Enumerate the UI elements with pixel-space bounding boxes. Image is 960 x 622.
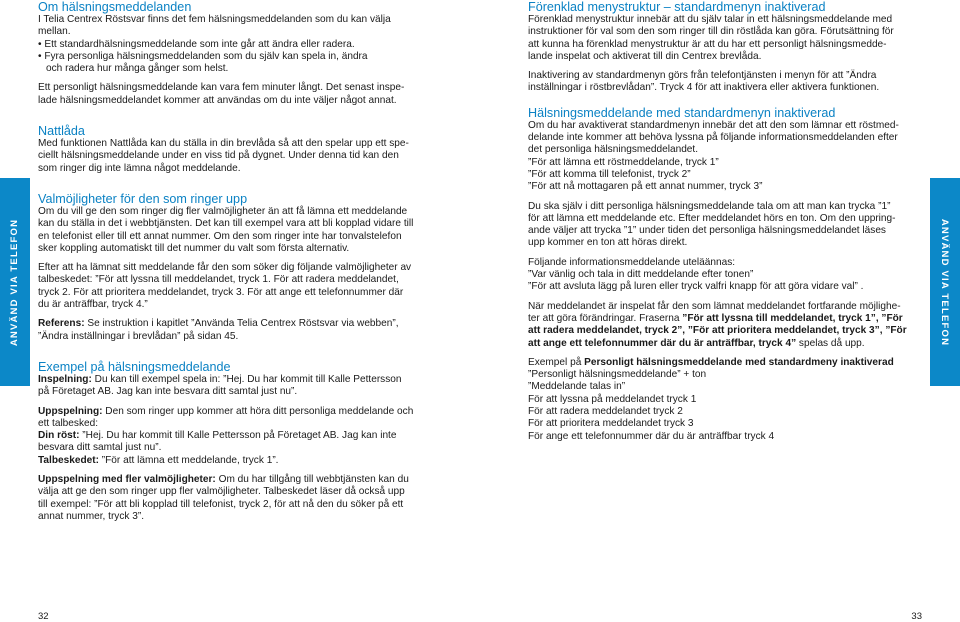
text-line: det personliga hälsningsmeddelandet. (528, 144, 699, 156)
page-number-left: 32 (38, 611, 49, 622)
section-title: Förenklad menystruktur – standardmenyn inaktiverad (528, 0, 826, 14)
right-page (480, 0, 960, 622)
text-line: annat nummer, tryck 3”. (38, 510, 145, 522)
text-line: till exempel: ”För att bli kopplad till telefonist, tryck 2, för att nå den du söker på ett (38, 498, 404, 510)
text-line: sker koppling automatiskt till det nummer du valt som första alternativ. (38, 242, 350, 254)
text-line: Uppspelning med fler valmöjligheter: Om du har tillgång till webbtjänsten kan du (38, 474, 409, 486)
section-valmojligheter (38, 192, 430, 343)
text-line: Med funktionen Nattlåda kan du ställa in din brevlåda så att den spelar upp ett spe- (38, 138, 409, 150)
reference-line: Referens: Se instruktion i kapitlet ”Använda Telia Centrex Röstsvar via webben”, (38, 318, 399, 330)
text-line: Efter att ha lämnat sitt meddelande får den som söker dig följande valmöjligheter av (38, 262, 412, 274)
side-tab-label: ANVÄND VIA TELEFON (9, 218, 21, 346)
text-line: För ange ett telefonnummer där du är anträffbar tryck 4 (528, 430, 775, 442)
text-line: du är anträffbar, tryck 4.” (38, 299, 148, 311)
left-column (38, 0, 430, 523)
reference-label: Referens: (38, 318, 85, 330)
section-om-halsningsmeddelanden (38, 0, 430, 107)
text-line: lande inspelat och aktiverat till din Centrex brevlåda. (528, 50, 762, 62)
text-line: För att lyssna på meddelandet tryck 1 (528, 393, 697, 405)
text-line: ”Personligt hälsningsmeddelande” + ton (528, 369, 707, 381)
text-line: I Telia Centrex Röstsvar finns det fem hälsningsmeddelanden som du kan välja (38, 14, 391, 25)
text-line: delande inte kommer att behöva lyssna på följande informationsmeddelanden efter (528, 132, 898, 144)
text-line: Talbeskedet: ”För att lämna ett meddelande, tryck 1”. (38, 454, 279, 466)
text-line: ”För att komma till telefonist, tryck 2” (528, 168, 691, 180)
bullet-item: • Ett standardhälsningsmeddelande som inte går att ändra eller radera. (38, 38, 355, 50)
text-line: Exempel på Personligt hälsningsmeddelande med standardmeny inaktiverad (528, 356, 894, 368)
text-line: talbeskedet: ”För att lyssna till meddelandet, tryck 1. För att radera meddelandet, (38, 274, 399, 286)
right-column (528, 0, 914, 443)
text-line: kan du ställa in det i webbtjänsten. Det kan till exempel vara att bli kopplad vidare till (38, 218, 414, 230)
text-line: att kunna ha förenklad menystruktur är att du har ett personligt hälsningsmedde- (528, 38, 887, 50)
section-title: Om hälsningsmeddelanden (38, 0, 192, 14)
text-line: Förenklad menystruktur innebär att du själv talar in ett hälsningsmeddelande med (528, 14, 893, 25)
side-tab-label: ANVÄND VIA TELEFON (939, 218, 951, 346)
text-line: ciellt hälsningsmeddelande under en viss tid på dygnet. Under denna tid kan den (38, 150, 399, 162)
text-line: besvara ditt samtal just nu”. (38, 442, 162, 454)
text-line: att radera meddelandet, tryck 2”, ”För att prioritera meddelandet, tryck 3”, ”För (528, 325, 907, 337)
section-standardmeny-inaktiverad (528, 106, 914, 443)
text-line: att ange ett telefonnummer där du är anträffbar, tryck 4” spelas då upp. (528, 337, 865, 349)
text-line: Ett personligt hälsningsmeddelande kan vara fem minuter långt. Det senast inspe- (38, 82, 405, 94)
text-line: Du ska själv i ditt personliga hälsningsmeddelande tala om att man kan trycka ”1” (528, 200, 891, 212)
text-line: När meddelandet är inspelat får den som lämnat meddelandet fortfarande möjlighe- (528, 300, 901, 312)
text-line: för att lämna ett meddelande etc. Efter meddelandet hörs en ton. Om den uppring- (528, 212, 896, 224)
text-line: ett talbesked: (38, 417, 99, 429)
section-title: Exempel på hälsningsmeddelande (38, 359, 231, 374)
text-line: ”För att nå mottagaren på ett annat nummer, tryck 3” (528, 181, 763, 193)
text-line: Uppspelning: Den som ringer upp kommer att höra ditt personliga meddelande och (38, 405, 414, 417)
text-line: Inspelning: Du kan till exempel spela in: ”Hej. Du har kommit till Kalle Pettersson (38, 373, 402, 385)
text-line: För att radera meddelandet tryck 2 (528, 406, 683, 418)
text-line: en telefonist eller till ett annat nummer. Om den som ringer inte har tonvalstelefon (38, 230, 402, 242)
section-title: Nattlåda (38, 124, 85, 139)
text-line: tryck 2. För att prioritera meddelandet, tryck 3. För att ange ett telefonnummer där (38, 286, 404, 298)
text-line: lade hälsningsmeddelandet kommer att användas om du inte väljer något annat. (38, 94, 397, 106)
page-number-right: 33 (911, 611, 922, 622)
text-line: instruktioner för val som den som ringer till din röstlåda kan göra. Förutsättning för (528, 26, 894, 38)
text-line: ”Var vänlig och tala in ditt meddelande efter tonen” (528, 269, 754, 281)
text-line: Följande informationsmeddelande uteläännas: (528, 256, 736, 268)
text-line: ”För att avsluta lägg på luren eller tryck valfri knapp för att göra vidare val” . (528, 281, 864, 293)
section-title: Valmöjligheter för den som ringer upp (38, 191, 248, 206)
section-nattlada (38, 124, 430, 175)
text-line: upp kommer en ton att höras direkt. (528, 237, 688, 249)
text-line: ”Ändra inställningar i brevlådan” på sidan 45. (38, 330, 239, 342)
text-line: För att prioritera meddelandet tryck 3 (528, 418, 694, 430)
text-line: mellan. (38, 26, 71, 38)
text-line: Om du vill ge den som ringer dig fler valmöjligheter än att få lämna ett meddelande (38, 205, 408, 217)
text-line: ter att göra förändringar. Fraserna ”För att lyssna till meddelandet, tryck 1”, ”För (528, 312, 903, 324)
text-line: inställningar i röstbrevlådan”. Tryck 4 för att inaktivera eller aktivera funktionen. (528, 82, 880, 94)
side-tab-right (930, 178, 960, 386)
side-tab-left (0, 178, 30, 386)
bullet-item: • Fyra personliga hälsningsmeddelanden som du själv kan spela in, ändra (38, 50, 368, 62)
text-line: välja att ge den som ringer upp fler valmöjligheter. Talbeskedet läser då också upp (38, 486, 405, 498)
text-line: ”För att lämna ett röstmeddelande, tryck 1” (528, 156, 719, 168)
bullet-item-cont: och radera hur många gånger som helst. (46, 63, 229, 75)
text-line: Inaktivering av standardmenyn görs från telefontjänsten i menyn för att ”Ändra (528, 70, 877, 82)
text-line: som ringer dig inte lämna något meddelande. (38, 162, 241, 174)
text-line: ande väljer att trycka ”1” under tiden det personliga hälsningsmeddelandet läses (528, 225, 886, 237)
section-exempel (38, 360, 430, 523)
text-line: på Företaget AB. Jag kan inte besvara ditt samtal just nu”. (38, 386, 298, 398)
section-forenklad-menystruktur (528, 0, 914, 95)
text-line: ”Meddelande talas in” (528, 381, 626, 393)
text-line: Om du har avaktiverat standardmenyn innebär det att den som lämnar ett röstmed- (528, 119, 899, 131)
text-line: Din röst: ”Hej. Du har kommit till Kalle Pettersson på Företaget AB. Jag kan inte (38, 430, 397, 442)
section-title: Hälsningsmeddelande med standardmenyn inaktiverad (528, 105, 836, 120)
